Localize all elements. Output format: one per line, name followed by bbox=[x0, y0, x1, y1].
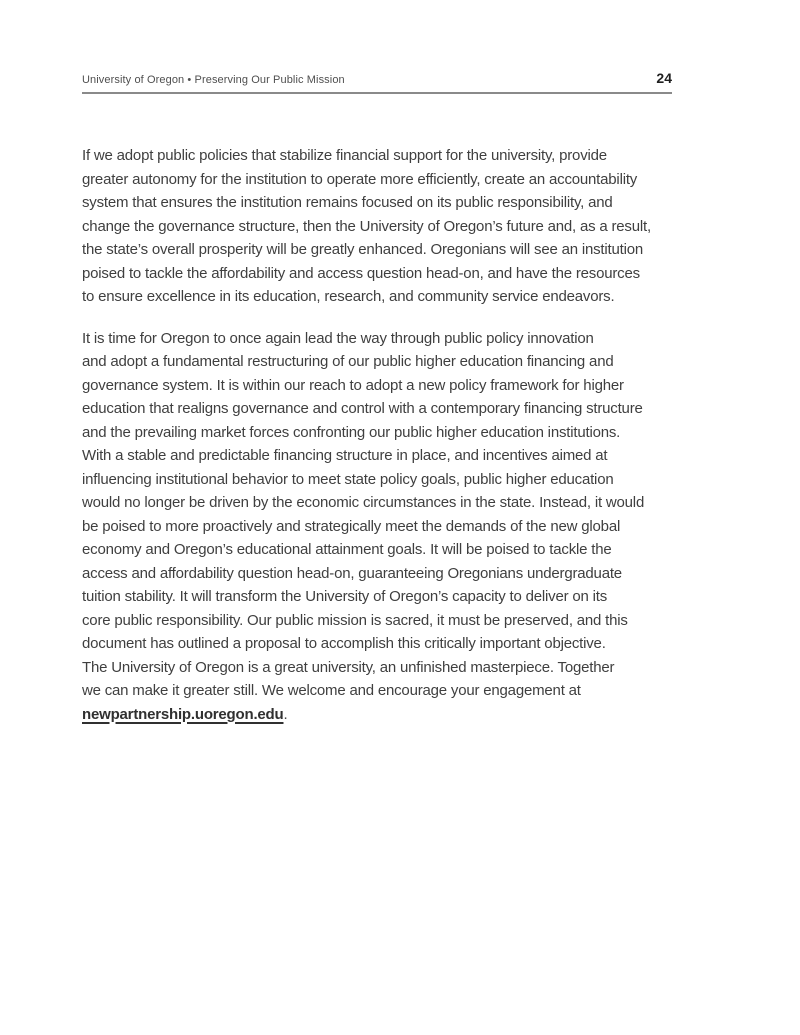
running-header: University of Oregon • Preserving Our Public Mission bbox=[82, 74, 345, 86]
paragraph-2 bbox=[82, 327, 674, 703]
link-line bbox=[82, 703, 674, 727]
text-line: greater autonomy for the institution to operate more efficiently, create an accountability bbox=[82, 170, 638, 188]
text-line: to ensure excellence in its education, research, and community service endeavors. bbox=[82, 288, 615, 305]
link-line-suffix: . bbox=[283, 705, 288, 723]
text-line: document has outlined a proposal to accomplish this critically important objective. bbox=[82, 635, 606, 652]
text-line: core public responsibility. Our public mission is sacred, it must be preserved, and this bbox=[82, 611, 628, 629]
text-line: we can make it greater still. We welcome and encourage your engagement at bbox=[82, 682, 581, 699]
newpartnership-link[interactable]: newpartnership.uoregon.edu bbox=[82, 705, 284, 723]
text-line: education that realigns governance and control with a contemporary financing structure bbox=[82, 400, 643, 417]
page-body bbox=[82, 144, 674, 726]
text-line: access and affordability question head-on, guaranteeing Oregonians undergraduate bbox=[82, 564, 622, 582]
text-line: change the governance structure, then the University of Oregon’s future and, as a result, bbox=[82, 217, 651, 235]
text-line: and the prevailing market forces confronting our public higher education institutions. bbox=[82, 423, 621, 441]
text-line: and adopt a fundamental restructuring of our public higher education financing and bbox=[82, 353, 614, 370]
text-line: It is time for Oregon to once again lead the way through public policy innovation bbox=[82, 329, 594, 347]
text-line: With a stable and predictable financing structure in place, and incentives aimed at bbox=[82, 447, 608, 464]
page-header bbox=[82, 70, 672, 94]
text-line: influencing institutional behavior to meet state policy goals, public higher education bbox=[82, 470, 614, 488]
text-line: If we adopt public policies that stabilize financial support for the university, provide bbox=[82, 147, 607, 164]
page-number: 24 bbox=[656, 70, 672, 86]
text-line: the state’s overall prosperity will be greatly enhanced. Oregonians will see an institution bbox=[82, 241, 644, 258]
text-line: would no longer be driven by the economic circumstances in the state. Instead, it would bbox=[82, 494, 645, 511]
text-line: economy and Oregon’s educational attainment goals. It will be poised to tackle the bbox=[82, 541, 612, 558]
paragraph-1 bbox=[82, 144, 674, 309]
text-line: tuition stability. It will transform the University of Oregon’s capacity to deliver on its bbox=[82, 588, 607, 605]
text-line: system that ensures the institution remains focused on its public responsibility, and bbox=[82, 194, 613, 211]
text-line: The University of Oregon is a great university, an unfinished masterpiece. Together bbox=[82, 658, 615, 676]
text-line: governance system. It is within our reach to adopt a new policy framework for higher bbox=[82, 376, 624, 394]
text-line: poised to tackle the affordability and access question head-on, and have the resources bbox=[82, 264, 640, 282]
text-line: be poised to more proactively and strategically meet the demands of the new global bbox=[82, 517, 621, 535]
